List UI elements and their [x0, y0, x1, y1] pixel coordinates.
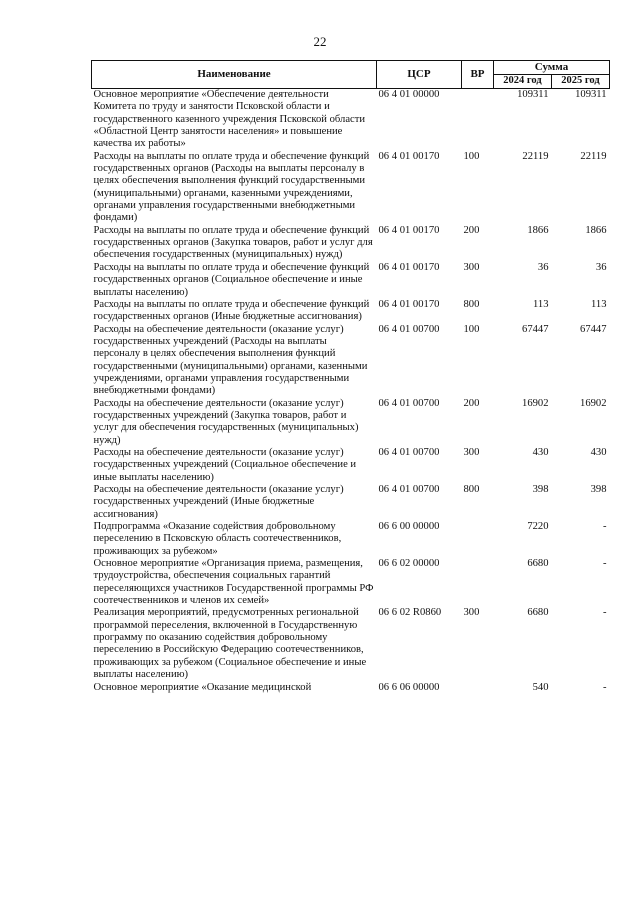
cell-name: Расходы на выплаты по оплате труда и обеспечение функций государственных органов (Социальное обеспечение и иные выплаты населению) — [93, 261, 370, 298]
cell-sum-2025: 430 — [590, 446, 607, 458]
cell-name: Основное мероприятие «Обеспечение деятельности Комитета по труду и занятости Псковской области и государственного казенного учреждения Псковской области «Областной Центр занятости населения» и повышение качества их работы» — [93, 89, 366, 150]
cell-vr — [462, 521, 494, 558]
cell-csr: 06 6 02 R0860 — [378, 607, 442, 619]
cell-sum-2025: - — [602, 607, 607, 619]
table-row — [92, 682, 610, 694]
table-row — [92, 151, 610, 225]
cell-sum-2025: 16902 — [580, 397, 607, 409]
cell-csr: 06 4 01 00700 — [378, 397, 440, 409]
cell-sum-2024: 36 — [537, 261, 549, 273]
cell-sum-2024: 540 — [532, 681, 549, 693]
cell-csr: 06 4 01 00170 — [378, 298, 440, 310]
table-row — [92, 398, 610, 447]
cell-sum-2024: 16902 — [522, 397, 549, 409]
table-body — [92, 89, 610, 694]
cell-csr: 06 6 02 00000 — [378, 558, 440, 570]
cell-name: Основное мероприятие «Оказание медицинской — [93, 681, 312, 693]
cell-sum-2025: - — [602, 521, 607, 533]
table-row — [92, 607, 610, 681]
cell-vr: 800 — [463, 484, 480, 495]
cell-csr: 06 6 00 00000 — [378, 521, 440, 533]
table-row — [92, 558, 610, 607]
cell-sum-2025: - — [602, 558, 607, 570]
table-row — [92, 447, 610, 484]
cell-vr: 100 — [463, 323, 480, 335]
budget-table — [91, 60, 610, 694]
cell-vr — [462, 682, 494, 694]
cell-name: Реализация мероприятий, предусмотренных региональной программой переселения, включенной в Государственную программу по оказанию содействия добровольному переселению в Российскую Федерацию соотечественников, проживающих за рубежом (Социальное обеспечение и иные выплаты населению) — [93, 607, 367, 681]
cell-sum-2025: - — [602, 681, 607, 693]
cell-sum-2025: 109311 — [575, 89, 607, 100]
cell-vr: 300 — [463, 607, 480, 619]
cell-csr: 06 6 06 00000 — [378, 681, 440, 693]
cell-sum-2024: 6680 — [527, 558, 549, 570]
cell-sum-2024: 1866 — [527, 224, 549, 236]
cell-name: Расходы на выплаты по оплате труда и обеспечение функций государственных органов (Иные бюджетные ассигнования) — [93, 298, 370, 323]
cell-name: Подпрограмма «Оказание содействия добровольному переселению в Псковскую область соотечественников, проживающих за рубежом» — [93, 521, 342, 557]
cell-sum-2024: 430 — [532, 446, 549, 458]
cell-vr: 800 — [463, 298, 480, 310]
cell-csr: 06 4 01 00000 — [378, 89, 440, 100]
cell-sum-2024: 6680 — [527, 607, 549, 619]
table-row — [92, 225, 610, 262]
cell-sum-2025: 113 — [591, 298, 607, 310]
table-row — [92, 521, 610, 558]
cell-csr: 06 4 01 00170 — [378, 224, 440, 236]
header-vr: ВР — [462, 61, 494, 89]
cell-sum-2024: 67447 — [522, 323, 549, 335]
table-row — [92, 324, 610, 398]
cell-sum-2025: 36 — [595, 261, 607, 273]
header-sum: Сумма — [494, 61, 610, 75]
cell-name: Расходы на обеспечение деятельности (оказание услуг) государственных учреждений (Расходы на выплаты персоналу в целях обеспечения выполнения функций государственными (муниципальными) органами, казенными учреждениями, органами управления государственными внебюджетными фондами) — [93, 323, 368, 397]
cell-sum-2024: 7220 — [527, 521, 549, 533]
cell-vr — [462, 558, 494, 607]
cell-vr: 200 — [463, 397, 480, 409]
table-row — [92, 89, 610, 151]
cell-name: Основное мероприятие «Организация приема, размещения, трудоустройства, обеспечения социальных гарантий переселяющихся участников Государственной программы РФ соотечественников и членов их семей» — [93, 558, 374, 607]
header-name: Наименование — [92, 61, 377, 89]
header-csr: ЦСР — [377, 61, 462, 89]
table-row — [92, 262, 610, 299]
cell-vr: 300 — [463, 261, 480, 273]
table-row — [92, 484, 610, 521]
cell-vr: 300 — [463, 446, 480, 458]
cell-name: Расходы на выплаты по оплате труда и обеспечение функций государственных органов (Расходы на выплаты персоналу в целях обеспечения выполнения функций государственными (муниципальными) органами, казенными учреждениями, органами управления государственными внебюджетными фондами) — [93, 150, 370, 224]
cell-name: Расходы на обеспечение деятельности (оказание услуг) государственных учреждений (Социальное обеспечение и иные выплаты населению) — [93, 446, 357, 483]
page-number: 22 — [313, 34, 327, 49]
cell-csr: 06 4 01 00170 — [378, 150, 440, 162]
cell-sum-2024: 113 — [533, 298, 549, 310]
header-year-2024: 2024 год — [494, 75, 552, 89]
cell-sum-2025: 22119 — [580, 150, 607, 162]
table-header — [92, 61, 610, 89]
table-row — [92, 299, 610, 324]
cell-vr: 100 — [463, 150, 480, 162]
cell-sum-2024: 22119 — [522, 150, 549, 162]
cell-name: Расходы на обеспечение деятельности (оказание услуг) государственных учреждений (Закупка товаров, работ и услуг для обеспечения государственных (муниципальных) нужд) — [93, 397, 359, 446]
cell-sum-2025: 1866 — [585, 224, 607, 236]
cell-csr: 06 4 01 00700 — [378, 446, 440, 458]
cell-sum-2025: 398 — [590, 484, 607, 495]
cell-sum-2025: 67447 — [580, 323, 607, 335]
cell-vr: 200 — [463, 224, 480, 236]
header-year-2025: 2025 год — [552, 75, 610, 89]
cell-csr: 06 4 01 00700 — [378, 323, 440, 335]
cell-csr: 06 4 01 00700 — [378, 484, 440, 495]
cell-csr: 06 4 01 00170 — [378, 261, 440, 273]
cell-name: Расходы на выплаты по оплате труда и обеспечение функций государственных органов (Закупка товаров, работ и услуг для обеспечения государственных (муниципальных) нужд) — [93, 224, 373, 261]
cell-sum-2024: 398 — [532, 484, 549, 495]
cell-sum-2024: 109311 — [517, 89, 549, 100]
cell-name: Расходы на обеспечение деятельности (оказание услуг) государственных учреждений (Иные бюджетные ассигнования) — [93, 484, 344, 520]
cell-vr — [462, 89, 494, 151]
